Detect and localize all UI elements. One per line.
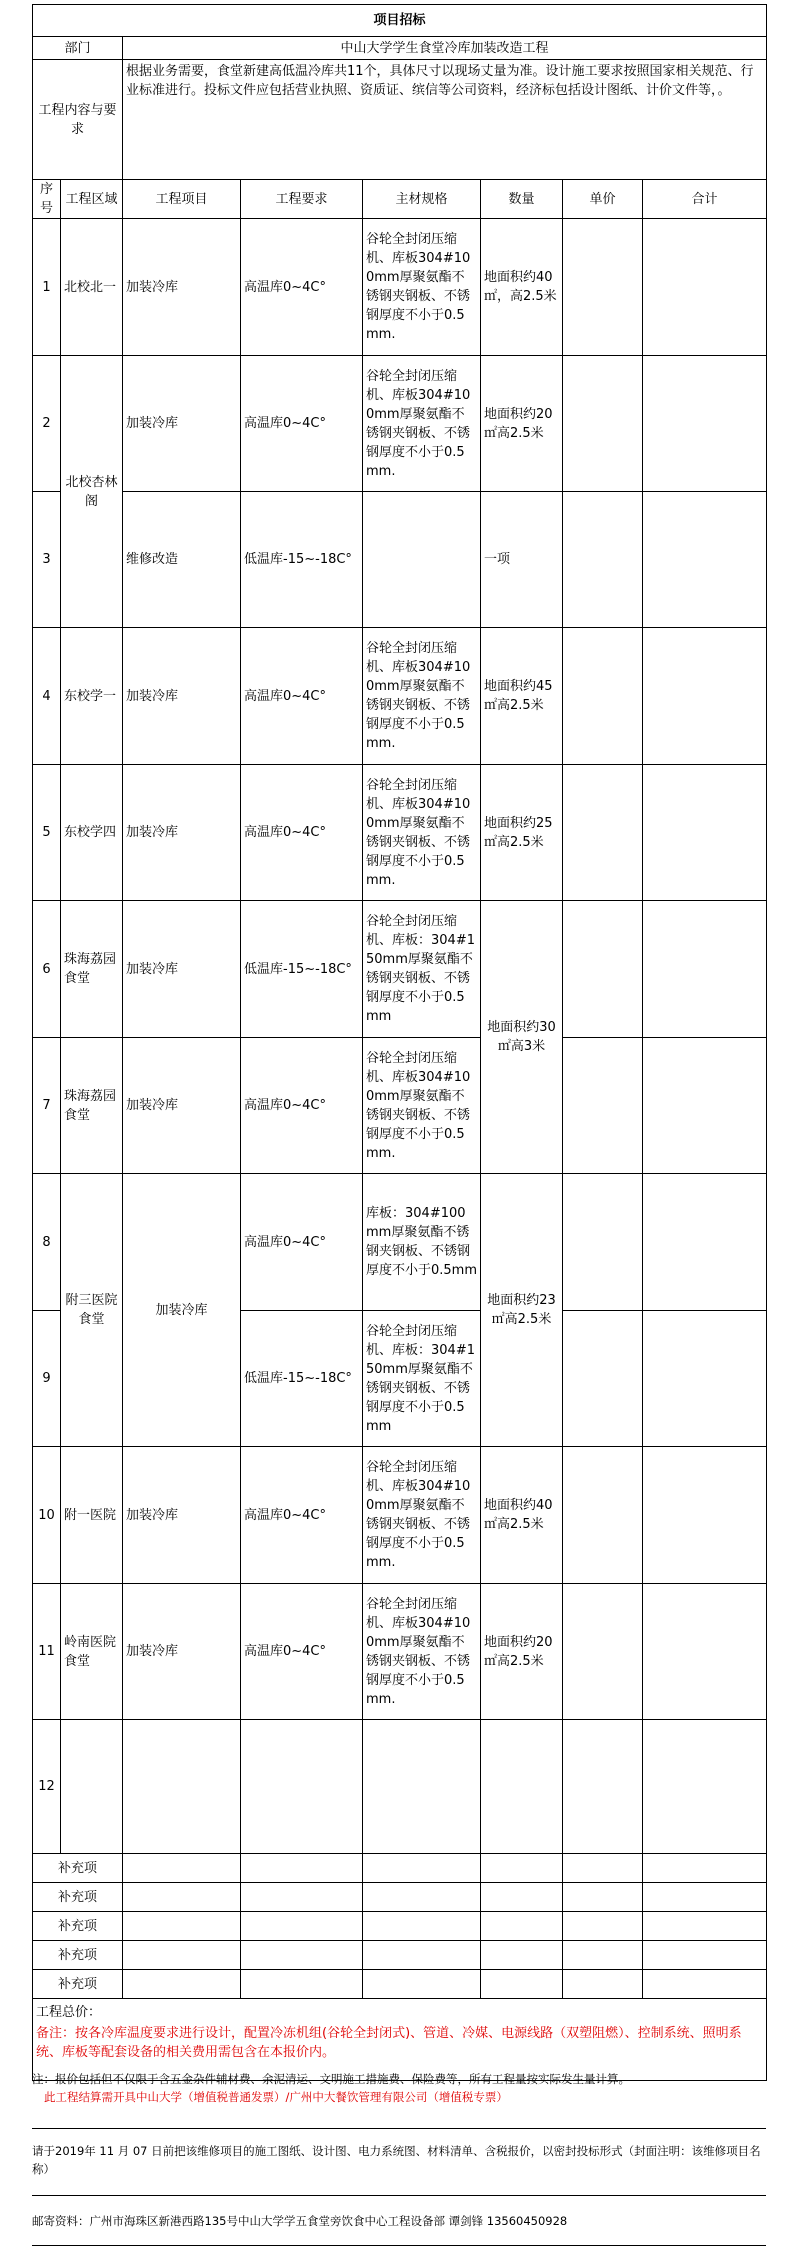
row-req: 高温库0~4C° [241, 1584, 363, 1720]
row-area [61, 1720, 123, 1854]
mail-address: 邮寄资料：广州市海珠区新港西路135号中山大学学五食堂旁饮食中心工程设备部 谭剑锋 13560450928 [32, 2214, 568, 2228]
header-spec: 主材规格 [363, 180, 481, 219]
row-qty: 一项 [481, 492, 563, 628]
row-no: 5 [33, 765, 61, 901]
divider [32, 2128, 766, 2129]
row-req: 低温库-15~-18C° [241, 901, 363, 1038]
row-req: 高温库0~4C° [241, 219, 363, 356]
row-no: 9 [33, 1311, 61, 1447]
row-no: 10 [33, 1447, 61, 1584]
row-price [563, 1311, 643, 1447]
table-row [33, 219, 767, 356]
total-block [33, 1999, 767, 2081]
total-label: 工程总价： [36, 2005, 102, 2020]
row-req: 低温库-15~-18C° [241, 1311, 363, 1447]
row-qty [481, 1720, 563, 1854]
row-req: 高温库0~4C° [241, 1038, 363, 1174]
row-item: 加装冷库 [123, 1584, 241, 1720]
row-total [643, 901, 767, 1038]
row-price [563, 356, 643, 492]
row-item: 加装冷库 [123, 1174, 241, 1447]
row-price [563, 219, 643, 356]
row-req: 高温库0~4C° [241, 628, 363, 765]
table-row [33, 765, 767, 901]
supplement-row [33, 1941, 767, 1970]
row-qty: 地面积约20㎡高2.5米 [481, 356, 563, 492]
row-qty: 地面积约40㎡，高2.5米 [481, 219, 563, 356]
row-spec: 谷轮全封闭压缩机、库板304#100mm厚聚氨酯不锈钢夹钢板、不锈钢厚度不小于0.5mm. [363, 219, 481, 356]
note-block [32, 2070, 766, 2106]
divider [32, 2195, 766, 2196]
row-price [563, 1720, 643, 1854]
supplement-row [33, 1912, 767, 1941]
row-price [563, 1584, 643, 1720]
supplement-label: 补充项 [33, 1883, 123, 1912]
row-total [643, 219, 767, 356]
row-no: 3 [33, 492, 61, 628]
row-total [643, 356, 767, 492]
remark-text: 备注：按各冷库温度要求进行设计，配置冷冻机组(谷轮全封闭式)、管道、冷媒、电源线路（双塑阻燃）、控制系统、照明系统、库板等配套设备的相关费用需包含在本报价内。 [36, 2026, 742, 2060]
row-area: 东校学四 [61, 765, 123, 901]
row-total [643, 1038, 767, 1174]
row-total [643, 492, 767, 628]
supplement-row [33, 1883, 767, 1912]
row-area: 岭南医院食堂 [61, 1584, 123, 1720]
row-item: 加装冷库 [123, 765, 241, 901]
row-price [563, 1447, 643, 1584]
dept-label: 部门 [33, 37, 123, 60]
row-area: 北校北一 [61, 219, 123, 356]
row-qty: 地面积约30㎡高3米 [481, 901, 563, 1174]
supplement-row [33, 1970, 767, 1999]
row-price [563, 1174, 643, 1311]
page-title: 项目招标 [33, 5, 767, 37]
dept-value: 中山大学学生食堂冷库加装改造工程 [123, 37, 767, 60]
row-total [643, 1174, 767, 1311]
supplement-label: 补充项 [33, 1912, 123, 1941]
row-total [643, 1584, 767, 1720]
table-row [33, 1174, 767, 1311]
table-row [33, 492, 767, 628]
row-spec [363, 1720, 481, 1854]
row-no: 1 [33, 219, 61, 356]
row-req: 高温库0~4C° [241, 356, 363, 492]
supplement-label: 补充项 [33, 1941, 123, 1970]
note-2: 此工程结算需开具中山大学（增值税普通发票）/广州中大餐饮管理有限公司（增值税专票） [44, 2090, 508, 2104]
row-spec: 谷轮全封闭压缩机、库板304#100mm厚聚氨酯不锈钢夹钢板、不锈钢厚度不小于0.5mm. [363, 628, 481, 765]
row-item: 加装冷库 [123, 901, 241, 1038]
table-row [33, 628, 767, 765]
row-area: 附一医院 [61, 1447, 123, 1584]
row-area: 北校杏林阁 [61, 356, 123, 628]
row-total [643, 1311, 767, 1447]
supplement-label: 补充项 [33, 1854, 123, 1883]
row-spec: 谷轮全封闭压缩机、库板304#100mm厚聚氨酯不锈钢夹钢板、不锈钢厚度不小于0.5mm. [363, 1584, 481, 1720]
row-item: 加装冷库 [123, 628, 241, 765]
divider [32, 2245, 766, 2246]
supplement-row [33, 1854, 767, 1883]
row-price [563, 492, 643, 628]
row-no: 4 [33, 628, 61, 765]
row-price [563, 1038, 643, 1174]
row-spec: 谷轮全封闭压缩机、库板：304#150mm厚聚氨酯不锈钢夹钢板、不锈钢厚度不小于0.5mm [363, 901, 481, 1038]
row-area: 珠海荔园食堂 [61, 1038, 123, 1174]
row-price [563, 901, 643, 1038]
row-no: 8 [33, 1174, 61, 1311]
row-total [643, 765, 767, 901]
row-total [643, 1447, 767, 1584]
table-row [33, 1720, 767, 1854]
row-spec: 谷轮全封闭压缩机、库板304#100mm厚聚氨酯不锈钢夹钢板、不锈钢厚度不小于0.5mm. [363, 1447, 481, 1584]
table-row [33, 1038, 767, 1174]
row-no: 2 [33, 356, 61, 492]
row-price [563, 628, 643, 765]
header-item: 工程项目 [123, 180, 241, 219]
row-item [123, 1720, 241, 1854]
row-item: 加装冷库 [123, 1038, 241, 1174]
note-1: 注：报价包括但不仅限于含五金杂件辅材费、余泥清运、文明施工措施费、保险费等，所有工程量按实际发生量计算。 [32, 2072, 630, 2086]
row-qty: 地面积约25㎡高2.5米 [481, 765, 563, 901]
row-item: 维修改造 [123, 492, 241, 628]
row-total [643, 628, 767, 765]
row-item: 加装冷库 [123, 356, 241, 492]
row-total [643, 1720, 767, 1854]
supplement-label: 补充项 [33, 1970, 123, 1999]
row-req: 高温库0~4C° [241, 1447, 363, 1584]
row-qty: 地面积约23㎡高2.5米 [481, 1174, 563, 1447]
row-price [563, 765, 643, 901]
table-row [33, 1447, 767, 1584]
row-req [241, 1720, 363, 1854]
row-spec: 库板：304#100mm厚聚氨酯不锈钢夹钢板、不锈钢厚度不小于0.5mm [363, 1174, 481, 1311]
content-text: 根据业务需要，食堂新建高低温冷库共11个，具体尺寸以现场丈量为准。设计施工要求按照国家相关规范、行业标准进行。投标文件应包括营业执照、资质证、缤信等公司资料，经济标包括设计图纸、计价文件等，。 [123, 60, 767, 180]
row-spec: 谷轮全封闭压缩机、库板304#100mm厚聚氨酯不锈钢夹钢板、不锈钢厚度不小于0.5mm. [363, 765, 481, 901]
row-qty: 地面积约20㎡高2.5米 [481, 1584, 563, 1720]
total-cell [33, 1999, 767, 2081]
header-price: 单价 [563, 180, 643, 219]
table-row [33, 1584, 767, 1720]
note-3: 请于2019年 11 月 07 日前把该维修项目的施工图纸、设计图、电力系统图、材料清单、含税报价，以密封投标形式（封面注明：该维修项目名称） [32, 2144, 761, 2176]
row-no: 6 [33, 901, 61, 1038]
row-no: 7 [33, 1038, 61, 1174]
header-no: 序号 [33, 180, 61, 219]
row-no: 12 [33, 1720, 61, 1854]
header-area: 工程区域 [61, 180, 123, 219]
row-item: 加装冷库 [123, 219, 241, 356]
row-qty: 地面积约45㎡高2.5米 [481, 628, 563, 765]
row-no: 11 [33, 1584, 61, 1720]
row-qty: 地面积约40㎡高2.5米 [481, 1447, 563, 1584]
row-req: 高温库0~4C° [241, 765, 363, 901]
row-spec [363, 492, 481, 628]
table-row [33, 356, 767, 492]
row-spec: 谷轮全封闭压缩机、库板304#100mm厚聚氨酯不锈钢夹钢板、不锈钢厚度不小于0.5mm. [363, 356, 481, 492]
row-spec: 谷轮全封闭压缩机、库板：304#150mm厚聚氨酯不锈钢夹钢板、不锈钢厚度不小于0.5mm [363, 1311, 481, 1447]
row-req: 低温库-15~-18C° [241, 492, 363, 628]
content-label: 工程内容与要求 [33, 60, 123, 180]
row-item: 加装冷库 [123, 1447, 241, 1584]
header-req: 工程要求 [241, 180, 363, 219]
row-req: 高温库0~4C° [241, 1174, 363, 1311]
row-spec: 谷轮全封闭压缩机、库板304#100mm厚聚氨酯不锈钢夹钢板、不锈钢厚度不小于0.5mm. [363, 1038, 481, 1174]
row-area: 珠海荔园食堂 [61, 901, 123, 1038]
bid-table [32, 4, 767, 2081]
table-row [33, 901, 767, 1038]
header-total: 合计 [643, 180, 767, 219]
row-area: 东校学一 [61, 628, 123, 765]
header-qty: 数量 [481, 180, 563, 219]
row-area: 附三医院食堂 [61, 1174, 123, 1447]
